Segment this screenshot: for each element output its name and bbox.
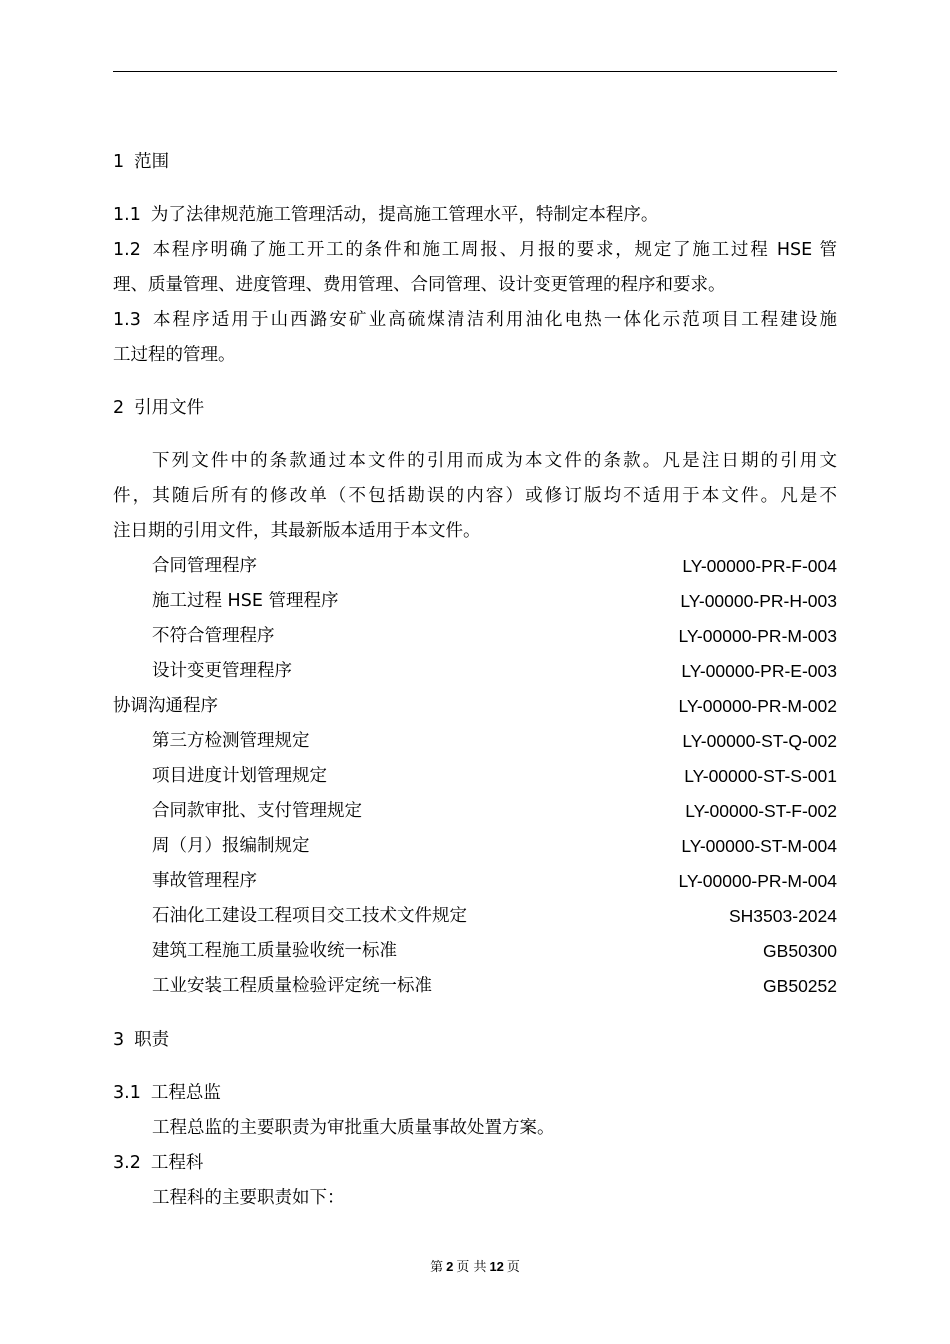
- clause-1-3-line-2: 工过程的管理。: [113, 345, 236, 365]
- reference-code: LY-00000-ST-Q-002: [682, 731, 837, 751]
- reference-row: [152, 869, 837, 893]
- reference-code: LY-00000-PR-E-003: [681, 661, 837, 681]
- reference-row: [152, 834, 837, 858]
- reference-name: 合同款审批、支付管理规定: [152, 801, 362, 821]
- intro-line-2: 件，其随后所有的修改单（不包括勘误的内容）或修订版均不适用于本文件。凡是不: [113, 486, 837, 506]
- clause-title: 工程科: [150, 1153, 204, 1173]
- intro-line-1: 下列文件中的条款通过本文件的引用而成为本文件的条款。凡是注日期的引用文: [152, 451, 837, 471]
- reference-name: 工业安装工程质量检验评定统一标准: [152, 976, 432, 996]
- clause-number: 1.3: [113, 310, 141, 330]
- reference-name: 第三方检测管理规定: [152, 731, 310, 751]
- section-title: 引用文件: [134, 398, 205, 418]
- section-number: 1: [113, 152, 125, 172]
- section-1-heading: [113, 150, 837, 174]
- intro-line-3: 注日期的引用文件，其最新版本适用于本文件。: [113, 521, 481, 541]
- reference-row: [152, 729, 837, 753]
- reference-code: LY-00000-PR-M-004: [678, 871, 837, 891]
- clause-3-1-heading: [113, 1081, 837, 1105]
- clause-number: 1.2: [113, 240, 141, 260]
- clause-text: 本程序明确了施工开工的条件和施工周报、月报的要求，规定了施工过程 HSE 管: [150, 240, 837, 260]
- reference-code: LY-00000-ST-F-002: [685, 801, 837, 821]
- reference-name: 石油化工建设工程项目交工技术文件规定: [152, 906, 467, 926]
- header-rule: [113, 71, 837, 72]
- total-pages-number: 12: [489, 1259, 504, 1274]
- reference-row: [152, 799, 837, 823]
- footer-suffix: 页: [506, 1260, 520, 1275]
- reference-code: GB50252: [763, 976, 837, 996]
- reference-name: 施工过程 HSE 管理程序: [152, 591, 339, 611]
- section-title: 职责: [134, 1030, 170, 1050]
- reference-code: LY-00000-ST-M-004: [681, 836, 837, 856]
- clause-number: 1.1: [113, 205, 141, 225]
- reference-code: LY-00000-PR-F-004: [682, 556, 837, 576]
- clause-title: 工程总监: [150, 1083, 221, 1103]
- clause-3-2-text: 工程科的主要职责如下：: [152, 1188, 345, 1208]
- reference-row: [152, 939, 837, 963]
- clause-3-1-text: 工程总监的主要职责为审批重大质量事故处置方案。: [152, 1118, 555, 1138]
- reference-name: 合同管理程序: [152, 556, 257, 576]
- reference-row: [152, 589, 837, 613]
- clause-number: 3.1: [113, 1083, 141, 1103]
- section-number: 2: [113, 398, 125, 418]
- reference-row: [152, 624, 837, 648]
- reference-name: 建筑工程施工质量验收统一标准: [152, 941, 397, 961]
- reference-row: [152, 764, 837, 788]
- reference-name: 协调沟通程序: [113, 696, 218, 716]
- reference-code: LY-00000-PR-M-002: [678, 696, 837, 716]
- reference-row: [152, 659, 837, 683]
- reference-row: [152, 554, 837, 578]
- footer-middle: 页 共: [456, 1260, 487, 1275]
- reference-name: 周（月）报编制规定: [152, 836, 310, 856]
- clause-number: 3.2: [113, 1153, 141, 1173]
- clause-1-2-line-2: 理、质量管理、进度管理、费用管理、合同管理、设计变更管理的程序和要求。: [113, 275, 726, 295]
- section-title: 范围: [134, 152, 170, 172]
- reference-name: 事故管理程序: [152, 871, 257, 891]
- reference-code: GB50300: [763, 941, 837, 961]
- reference-code: LY-00000-ST-S-001: [684, 766, 837, 786]
- clause-text: 为了法律规范施工管理活动，提高施工管理水平，特制定本程序。: [150, 205, 659, 225]
- section-3-heading: [113, 1028, 837, 1052]
- reference-row: [152, 904, 837, 928]
- reference-name: 项目进度计划管理规定: [152, 766, 327, 786]
- reference-code: LY-00000-PR-M-003: [678, 626, 837, 646]
- section-number: 3: [113, 1030, 125, 1050]
- clause-1-3-line-1: [113, 308, 837, 332]
- clause-1-2-line-1: [113, 238, 837, 262]
- clause-text: 本程序适用于山西潞安矿业高硫煤清洁利用油化电热一体化示范项目工程建设施: [150, 310, 837, 330]
- reference-code: LY-00000-PR-H-003: [680, 591, 837, 611]
- reference-code: SH3503-2024: [729, 906, 837, 926]
- clause-3-2-heading: [113, 1151, 837, 1175]
- reference-row: [113, 694, 837, 718]
- reference-name: 不符合管理程序: [152, 626, 275, 646]
- page-footer: [0, 1258, 950, 1277]
- reference-name: 设计变更管理程序: [152, 661, 292, 681]
- section-2-heading: [113, 396, 837, 420]
- clause-1-1: [113, 203, 837, 227]
- current-page-number: 2: [446, 1259, 454, 1274]
- footer-prefix: 第: [430, 1260, 444, 1275]
- reference-row: [152, 974, 837, 998]
